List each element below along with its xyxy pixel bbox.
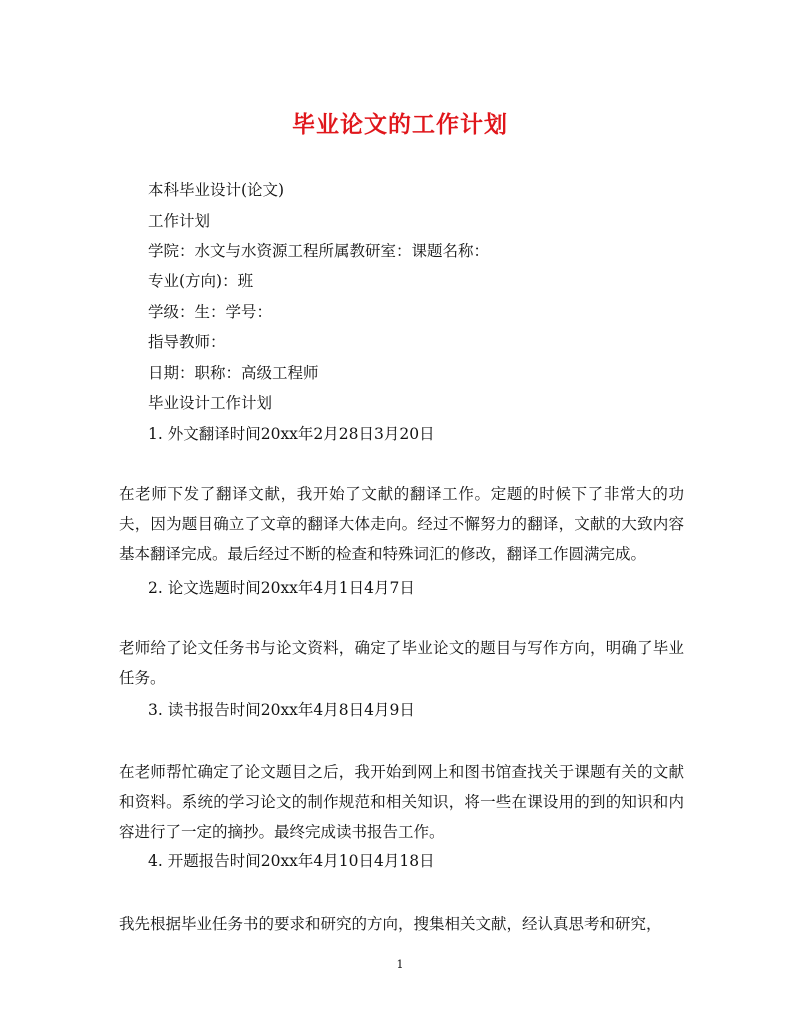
header-line-degree: 本科毕业设计(论文): [148, 181, 285, 199]
page-number: 1: [396, 958, 404, 971]
section-body: 在老师帮忙确定了论文题目之后，我开始到网上和图书馆查找关于课题有关的文献和资料。系统的学习论文的制作规范和相关知识，将一些在课设用的到的知识和内容进行了一定的摘抄。最终完成读书报告工作。: [119, 763, 684, 841]
section-heading: 3. 读书报告时间20xx年4月8日4月9日: [148, 701, 415, 719]
header-line-date: 日期：职称：高级工程师: [148, 364, 319, 382]
section-heading: 4. 开题报告时间20xx年4月10日4月18日: [148, 852, 435, 870]
header-line-major: 专业(方向)：班: [148, 272, 254, 290]
document-title: 毕业论文的工作计划: [292, 111, 508, 138]
section-heading: 2. 论文选题时间20xx年4月1日4月7日: [148, 579, 415, 597]
header-line-plan: 工作计划: [148, 212, 211, 230]
header-line-student: 学级：生：学号：: [148, 303, 273, 321]
header-line-advisor: 指导教师：: [148, 333, 226, 351]
section-body: 在老师下发了翻译文献，我开始了文献的翻译工作。定题的时候下了非常大的功夫，因为题目确立了文章的翻译大体走向。经过不懈努力的翻译，文献的大致内容基本翻译完成。最后经过不断的检查和特殊词汇的修改，翻译工作圆满完成。: [119, 485, 684, 563]
section-heading: 1. 外文翻译时间20xx年2月28日3月20日: [148, 425, 435, 443]
section-body: 我先根据毕业任务书的要求和研究的方向，搜集相关文献，经认真思考和研究，: [119, 915, 662, 933]
section-body: 老师给了论文任务书与论文资料，确定了毕业论文的题目与写作方向，明确了毕业任务。: [119, 639, 684, 687]
header-line-college: 学院：水文与水资源工程所属教研室：课题名称：: [148, 242, 490, 260]
header-line-subtitle: 毕业设计工作计划: [148, 394, 273, 412]
